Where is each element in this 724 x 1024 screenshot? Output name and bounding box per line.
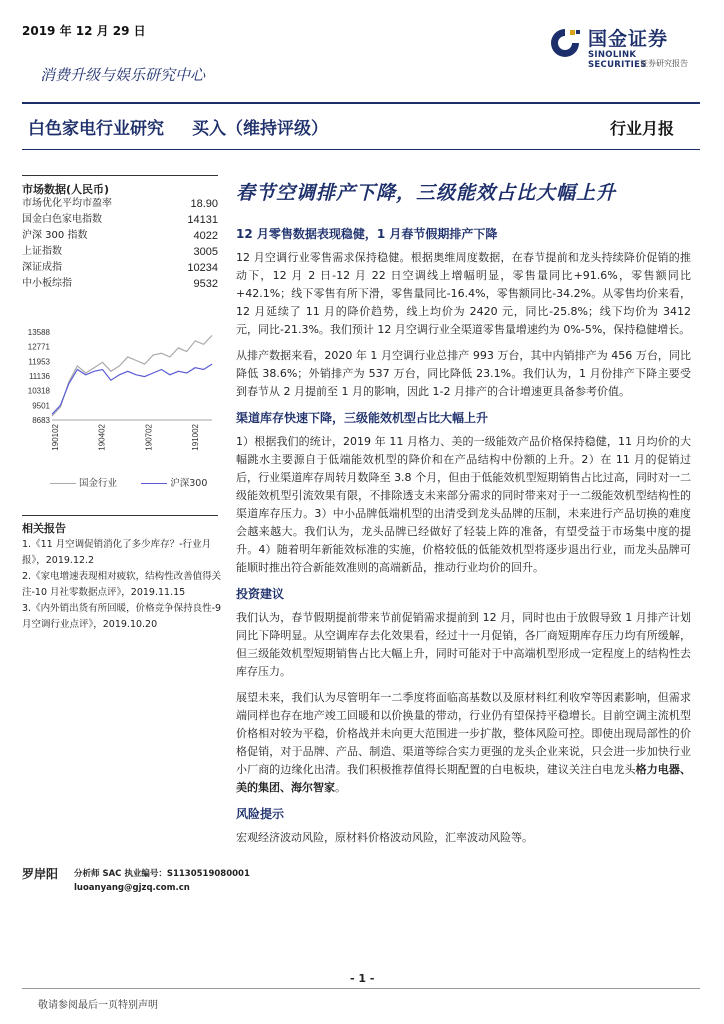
y-tick-label: 8683 (32, 416, 50, 425)
paragraph: 宏观经济波动风险，原材料价格波动风险，汇率波动风险等。 (236, 831, 533, 844)
research-center: 消费升级与娱乐研究中心 (40, 66, 206, 84)
legend-swatch-hs300 (141, 483, 167, 484)
logo-mark-icon (548, 26, 582, 60)
market-row: 上证指数 3005 (22, 246, 218, 258)
related-report-link[interactable]: 1.《11 月空调促销消化了多少库存？-行业月报》，2019.12.2 (22, 539, 212, 566)
report-type: 行业月报 (610, 119, 675, 138)
market-data-table (22, 196, 218, 292)
legend-label-hs300: 沪深300 (170, 478, 208, 489)
report-date: 2019 年 12 月 29 日 (22, 24, 146, 38)
author-email[interactable]: luoanyang@gjzq.com.cn (74, 883, 190, 893)
report-category: 证券研究报告 (640, 59, 688, 68)
header-divider (22, 102, 700, 104)
title-divider (22, 149, 700, 150)
series-line-industry (52, 335, 212, 416)
market-row: 市场优化平均市盈率 18.90 (22, 198, 218, 210)
author-name: 罗岸阳 (22, 867, 59, 881)
paragraph: 从排产数据来看，2020 年 1 月空调行业总排产 993 万台，其中内销排产为 456 万台，同比降低 38.6%；外销排产为 537 万台，同比降低 23.1%。我们认为，1 月份排产下降主要受到春节从 2 月提前至 1 月的影响，因此 1-2 月排产的合计增速更具备参考价值。 (236, 349, 691, 398)
x-tick-label: 190102 (51, 424, 60, 451)
section-title: 渠道库存快速下降，三级能效机型占比大幅上升 (236, 411, 489, 425)
series-line-hs300 (52, 364, 212, 414)
y-tick-label: 13588 (27, 328, 50, 337)
y-tick-label: 11953 (28, 357, 50, 367)
related-heading: 相关报告 (22, 522, 66, 535)
related-reports-list (22, 537, 222, 633)
y-tick-label: 9501 (32, 401, 50, 411)
market-row: 沪深 300 指数 4022 (22, 230, 218, 242)
x-tick-label: 190402 (97, 424, 107, 451)
author-info (74, 867, 250, 895)
x-tick-label: 190702 (144, 424, 154, 451)
related-report-link[interactable]: 2.《家电增速表现相对疲软，结构性改善值得关注-10 月社零数据点评》，2019.11.15 (22, 571, 222, 598)
sidebar-divider (22, 175, 218, 176)
section-title: 12 月零售数据表现稳健，1 月春节假期排产下降 (236, 227, 498, 241)
logo-text-en: SINOLINK SECURITIES (588, 50, 647, 70)
main-title: 春节空调排产下降，三级能效占比大幅上升 (236, 182, 617, 204)
legend-label-industry: 国金行业 (79, 478, 118, 489)
paragraph: 展望未来，我们认为尽管明年一二季度将面临高基数以及原材料红利收窄等因素影响，但需求端同样也存在地产竣工回暖和以价换量的带动，行业仍有望保持平稳增长。目前空调主流机型价格相对较为平稳，价格战并未向更大范围进一步扩散，整体风险可控。即使出现局部性的价格促销，对于品牌、产品、制造、渠道等综合实力更强的龙头企业来说，只会进一步加快行业小厂商的边缘化出清。我们积极推荐值得长期配置的白电板块，建议关注白电龙头格力电器、美的集团、海尔智家。 (236, 691, 692, 794)
paragraph: 12 月空调行业零售需求保持稳健。根据奥维周度数据，在春节提前和龙头持续降价促销的推动下，12 月 2 日-12 月 22 日空调线上增幅明显，零售量同比+91.6%，零售额同比+42.1%；线下零售有所下滑，零售量同比-16.4%，零售额同比-34.2%。从零售均价来看，12 月延续了 11 月的降价趋势，线上均价为 2420 元，同比-25.8%；线下均价为 3412 元，同比-21.3%。我们预计 12 月空调行业全渠道零售量增速约为 0%-5%，保持稳健增长。 (236, 251, 691, 336)
legend-swatch-industry (50, 483, 76, 484)
page-number: - 1 - (350, 972, 375, 985)
logo-text-cn: 国金证券 (588, 28, 669, 50)
rating: 买入（维持评级） (192, 119, 328, 139)
y-tick-label: 11136 (28, 371, 50, 381)
index-chart (22, 320, 218, 500)
y-tick-label: 10318 (27, 386, 50, 396)
industry-title: 白色家电行业研究 (28, 119, 164, 139)
paragraph: 1）根据我们的统计，2019 年 11 月格力、美的一级能效产品价格保持稳健，11 月均价的大幅跳水主要源自于低端能效机型的降价和在产品结构中份额的上升。2）在 11 月的促销过后，行业渠道库存周转月数降至 3.8 个月，但由于低能效机型短期销售占比过高，同时对一二级能效机型引流效果有限，不排除透支未来部分需求的同时带来对于一二级能效机型结构性的渠道库存压力。3）中小品牌低端机型的出清受到龙头品牌的压制，未来进行产品切换的难度会越来越大。我们认为，龙头品牌已经做好了轻装上阵的准备，有望受益于市场集中度的提升。4）随着明年新能效标准的实施，价格较低的低能效机型将逐步退出行业，而龙头品牌可能顺时推出符合新能效准则的高端新品，推动行业均价的回升。 (236, 435, 691, 574)
x-tick-label: 191002 (191, 424, 200, 451)
market-row: 中小板综指 9532 (22, 278, 218, 290)
footer-divider (22, 988, 700, 989)
recommended-stocks: 格力电器、美的集团、海尔智家 (236, 763, 692, 794)
chart-legend (50, 475, 207, 489)
footer-disclaimer: 敬请参阅最后一页特别声明 (38, 1000, 158, 1011)
y-tick-label: 12771 (27, 342, 50, 352)
paragraph: 我们认为，春节假期提前带来节前促销需求提前到 12 月，同时也由于放假导致 1 月排产计划同比下降明显。从空调库存去化效果看，经过十一月促销，各厂商短期库存压力均有所缓解，但三级能效机型短期销售占比大幅上升，同时可能对于中高端机型形成一定程度上的结构性去库存压力。 (236, 611, 691, 678)
related-report-link[interactable]: 3.《内外销出货有所回暖，价格竞争保持良性-9 月空调行业点评》，2019.10.20 (22, 603, 222, 630)
report-body (236, 225, 691, 855)
market-row: 国金白色家电指数 14131 (22, 214, 218, 226)
market-row: 深证成指 10234 (22, 262, 218, 274)
market-data-heading: 市场数据(人民币) (22, 183, 110, 196)
section-title: 投资建议 (236, 587, 285, 601)
author-license: 分析师 SAC 执业编号：S1130519080001 (74, 869, 250, 879)
section-title: 风险提示 (236, 807, 285, 821)
related-divider (22, 515, 218, 516)
